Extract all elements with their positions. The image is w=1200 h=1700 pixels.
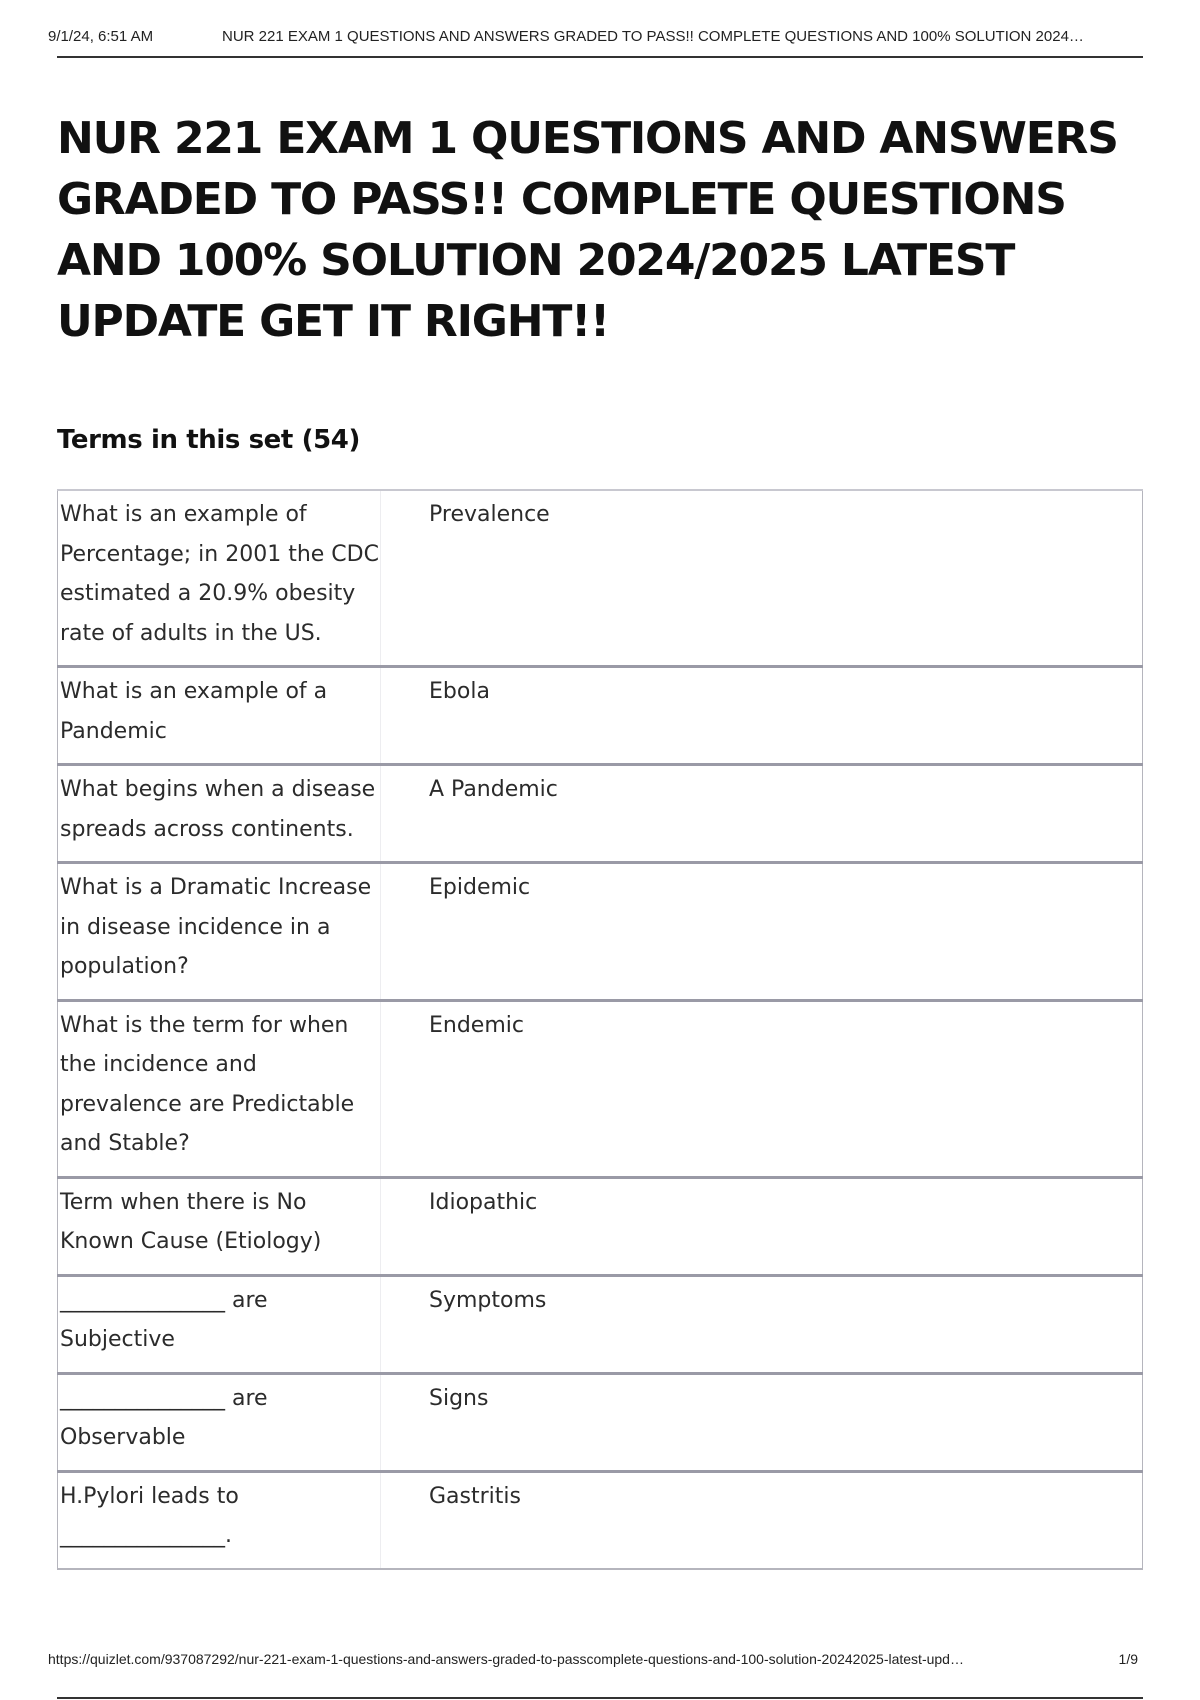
term-row [58, 765, 1143, 863]
print-footer [48, 1651, 1148, 1667]
term-row [58, 1177, 1143, 1275]
term-row [58, 863, 1143, 1001]
term-text: Term when there is No Known Cause (Etiology) [58, 1177, 381, 1275]
header-divider [57, 56, 1143, 58]
definition-text: Endemic [381, 1000, 1143, 1177]
term-text: _______________ are Subjective [58, 1275, 381, 1373]
term-text: What begins when a disease spreads across continents. [58, 765, 381, 863]
footer-divider [57, 1697, 1143, 1699]
term-row [58, 1000, 1143, 1177]
print-header-title: NUR 221 EXAM 1 QUESTIONS AND ANSWERS GRADED TO PASS!! COMPLETE QUESTIONS AND 100% SOLUTION 2024… [222, 28, 1084, 45]
term-text: What is an example of Percentage; in 2001 the CDC estimated a 20.9% obesity rate of adults in the US. [58, 490, 381, 667]
terms-count-heading: Terms in this set (54) [57, 425, 360, 455]
term-text: _______________ are Observable [58, 1373, 381, 1471]
term-row [58, 1373, 1143, 1471]
definition-text: Signs [381, 1373, 1143, 1471]
definition-text: Prevalence [381, 490, 1143, 667]
term-row [58, 490, 1143, 667]
terms-table [57, 489, 1143, 1570]
term-row [58, 667, 1143, 765]
print-header [48, 28, 1144, 45]
term-text: What is an example of a Pandemic [58, 667, 381, 765]
term-text: H.Pylori leads to _______________. [58, 1471, 381, 1569]
page-title: NUR 221 EXAM 1 QUESTIONS AND ANSWERS GRADED TO PASS!! COMPLETE QUESTIONS AND 100% SOLUTION 2024/2025 LATEST UPDATE GET IT RIGHT!! [57, 113, 1118, 347]
definition-text: Gastritis [381, 1471, 1143, 1569]
print-datetime: 9/1/24, 6:51 AM [48, 28, 154, 45]
definition-text: Ebola [381, 667, 1143, 765]
page-number: 1/9 [1118, 1651, 1138, 1667]
term-text: What is the term for when the incidence and prevalence are Predictable and Stable? [58, 1000, 381, 1177]
definition-text: Symptoms [381, 1275, 1143, 1373]
term-row [58, 1471, 1143, 1569]
definition-text: Idiopathic [381, 1177, 1143, 1275]
definition-text: A Pandemic [381, 765, 1143, 863]
definition-text: Epidemic [381, 863, 1143, 1001]
source-url: https://quizlet.com/937087292/nur-221-exam-1-questions-and-answers-graded-to-passcomplete-questions-and-100-solution-20242025-latest-upd… [48, 1651, 964, 1667]
term-text: What is a Dramatic Increase in disease incidence in a population? [58, 863, 381, 1001]
term-row [58, 1275, 1143, 1373]
